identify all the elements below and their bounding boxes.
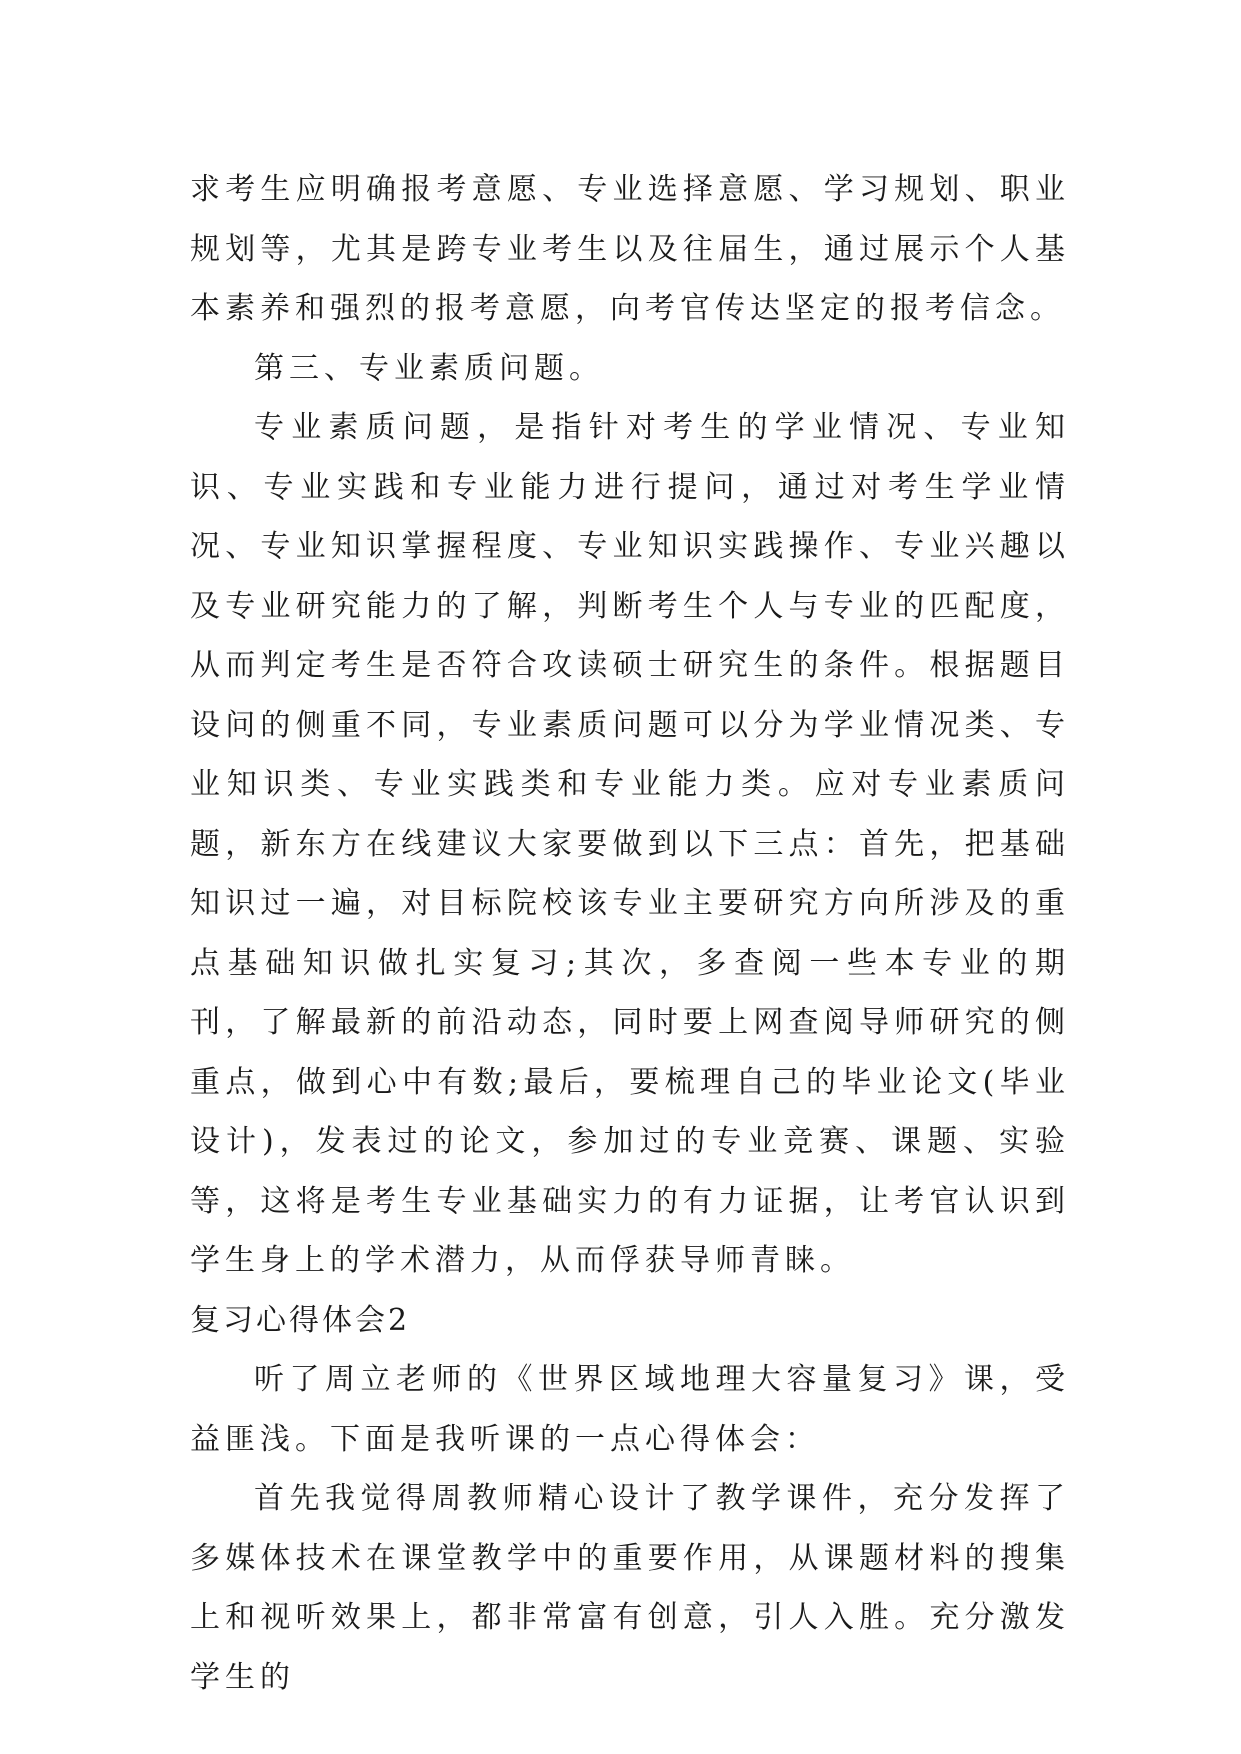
paragraph-reflection: 首先我觉得周教师精心设计了教学课件，充分发挥了多媒体技术在课堂教学中的重要作用，从课题材料的搜集上和视听效果上，都非常富有创意，引人入胜。充分激发学生的 (190, 1481, 1070, 1695)
document-body (190, 160, 1070, 1707)
paragraph-continuation: 求考生应明确报考意愿、专业选择意愿、学习规划、职业规划等，尤其是跨专业考生以及往届生，通过展示个人基本素养和强烈的报考意愿，向考官传达坚定的报考信念。 (190, 172, 1070, 326)
paragraph-intro: 听了周立老师的《世界区域地理大容量复习》课，受益匪浅。下面是我听课的一点心得体会： (190, 1362, 1070, 1457)
section-title-third: 第三、专业素质问题。 (254, 350, 604, 386)
section-heading: 复习心得体会2 (190, 1302, 411, 1338)
paragraph-professional-quality: 专业素质问题，是指针对考生的学业情况、专业知识、专业实践和专业能力进行提问，通过对考生学业情况、专业知识掌握程度、专业知识实践操作、专业兴趣以及专业研究能力的了解，判断考生个人与专业的匹配度，从而判定考生是否符合攻读硕士研究生的条件。根据题目设问的侧重不同，专业素质问题可以分为学业情况类、专业知识类、专业实践类和专业能力类。应对专业素质问题，新东方在线建议大家要做到以下三点：首先，把基础知识过一遍，对目标院校该专业主要研究方向所涉及的重点基础知识做扎实复习;其次，多查阅一些本专业的期刊，了解最新的前沿动态，同时要上网查阅导师研究的侧重点，做到心中有数;最后，要梳理自己的毕业论文(毕业设计)，发表过的论文，参加过的专业竞赛、课题、实验等，这将是考生专业基础实力的有力证据，让考官认识到学生身上的学术潜力，从而俘获导师青睐。 (190, 410, 1070, 1278)
